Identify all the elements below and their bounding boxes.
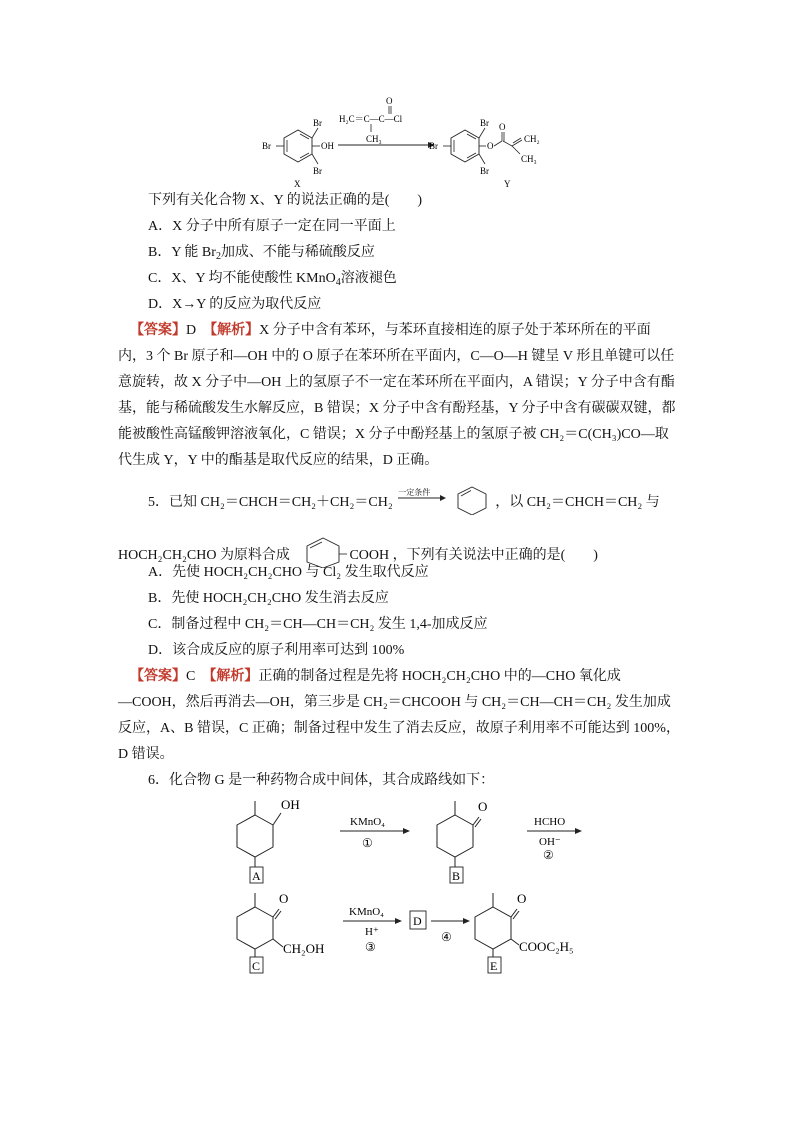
y-ch2: CH₂ bbox=[524, 134, 540, 144]
q4-option-b: B．Y 能 $Br_2$加成、不能与稀硫酸反应 bbox=[148, 245, 375, 262]
c-o: O bbox=[279, 891, 289, 906]
step3-reagent: KMnO₄ bbox=[349, 906, 385, 918]
reagent-methyl: CH₃ bbox=[366, 134, 382, 144]
y-ch3: CH₃ bbox=[521, 154, 537, 164]
y-br-bottom: Br bbox=[480, 166, 489, 176]
x-oh: OH bbox=[321, 141, 334, 151]
answer-tag: 【答案】 bbox=[130, 669, 186, 684]
x-br-bottom: Br bbox=[313, 166, 322, 176]
reagent-acyl-chloride: H₂C＝C—C—Cl bbox=[339, 114, 403, 124]
y-carbonyl-o: O bbox=[499, 122, 506, 132]
step1-num: ① bbox=[362, 836, 373, 850]
step2-reagent: HCHO bbox=[534, 816, 566, 828]
q5-line1: 5．已知 CH₂＝CHCH＝CH₂＋CH₂＝CH₂ 一定条件 ，以 CH₂＝CHCH＝CH₂ 与 bbox=[148, 485, 660, 515]
y-ester-o: O bbox=[487, 141, 494, 151]
analysis-tag: 【解析】 bbox=[210, 323, 260, 338]
reagent-carbonyl-o: O bbox=[386, 96, 393, 106]
x-br-top: Br bbox=[313, 118, 322, 128]
q5-answer: C bbox=[186, 669, 196, 684]
q4-option-a: A．X 分子中所有原子一定在同一平面上 bbox=[148, 219, 396, 234]
q5-analysis-line: —COOH，然后再消去—OH，第三步是 CH₂＝CHCOOH 与 CH₂＝CH—CH＝CH₂ 发生加成 bbox=[118, 695, 671, 710]
q5-answer-line: 【答案】C 【解析】正确的制备过程是先将 HOCH₂CH₂CHO 中的—CHO 氧化成 bbox=[130, 669, 621, 684]
q4-analysis-line: 基，能与稀硫酸发生水解反应，B 错误；X 分子中含有酚羟基，Y 分子中含有碳碳双键，都 bbox=[118, 401, 676, 416]
x-br-left: Br bbox=[262, 141, 271, 151]
q4-answer: D bbox=[186, 323, 197, 338]
q4-option-c: C．X、Y 均不能使酸性 KMnO$_4$溶液褪色 bbox=[148, 271, 397, 288]
c-label: C bbox=[252, 959, 261, 973]
a-oh: OH bbox=[281, 797, 300, 812]
q5-option-c: C．制备过程中 CH₂＝CH—CH＝CH₂ 发生 1,4-加成反应 bbox=[148, 617, 488, 632]
step1-reagent: KMnO₄ bbox=[350, 816, 386, 828]
q6-stem: 6．化合物 G 是一种药物合成中间体，其合成路线如下： bbox=[148, 773, 495, 788]
a-label: A bbox=[252, 869, 261, 883]
y-br-top: Br bbox=[480, 118, 489, 128]
x-label: X bbox=[294, 179, 301, 189]
q4-analysis-line: 能被酸性高锰酸钾溶液氧化，C 错误；X 分子中酚羟基上的氢原子被 CH₂＝C(CH₃)CO—取 bbox=[118, 427, 669, 442]
cooh-group: COOH bbox=[349, 548, 390, 563]
q4-analysis-line: 代生成 Y，Y 中的酯基是取代反应的结果，D 正确。 bbox=[118, 453, 439, 468]
q4-answer-line: 【答案】D 【解析】X 分子中含有苯环，与苯环直接相连的原子处于苯环所在的平面 bbox=[130, 323, 651, 338]
q4-analysis-line: 内，3 个 Br 原子和—OH 中的 O 原子在苯环所在平面内，C—O—H 键呈 V 形且单键可以任 bbox=[118, 349, 675, 364]
e-o: O bbox=[517, 891, 527, 906]
e-label: E bbox=[490, 959, 498, 973]
b-o: O bbox=[478, 799, 488, 814]
q5-line2: HOCH₂CH₂CHO 为原料合成 COOH ，下列有关说法中正确的是( ) bbox=[118, 536, 598, 568]
d-label: D bbox=[413, 914, 422, 928]
q5-analysis-line: D 错误。 bbox=[118, 747, 174, 762]
answer-tag: 【答案】 bbox=[130, 323, 186, 338]
q4-stem: 下列有关化合物 X、Y 的说法正确的是( ) bbox=[148, 193, 423, 208]
c-ch2oh: CH₂OH bbox=[283, 941, 325, 956]
b-label: B bbox=[452, 869, 461, 883]
step2-num: ② bbox=[543, 848, 554, 862]
cyclohexene-structure bbox=[452, 485, 492, 515]
q5-analysis-line: 反应，A、B 错误，C 正确；制备过程中发生了消去反应，故原子利用率不可能达到 100%， bbox=[118, 721, 680, 736]
q5-option-b: B．先使 HOCH₂CH₂CHO 发生消去反应 bbox=[148, 591, 389, 606]
q5-option-d: D．该合成反应的原子利用率可达到 100% bbox=[148, 643, 405, 658]
y-br-left: Br bbox=[429, 141, 438, 151]
q4-option-d: D．X→Y 的反应为取代反应 bbox=[148, 297, 322, 312]
reaction-scheme-x-to-y bbox=[250, 92, 580, 190]
analysis-tag: 【解析】 bbox=[209, 669, 259, 684]
q4-analysis-line: 意旋转，故 X 分子中—OH 上的氢原子不一定在苯环所在平面内，A 错误；Y 分子中含有酯 bbox=[118, 375, 675, 390]
q5-option-a: A．先使 HOCH₂CH₂CHO 与 Cl₂ 发生取代反应 bbox=[148, 565, 429, 580]
step3-num: ③ bbox=[365, 940, 376, 954]
condition-arrow: 一定条件 bbox=[396, 485, 448, 505]
step2-cond: OH⁻ bbox=[539, 836, 561, 848]
synthesis-route bbox=[225, 795, 595, 980]
step4-num: ④ bbox=[441, 930, 452, 944]
step3-cond: H⁺ bbox=[365, 926, 379, 938]
y-label: Y bbox=[504, 179, 511, 189]
e-cooet: COOC₂H₅ bbox=[519, 939, 574, 954]
